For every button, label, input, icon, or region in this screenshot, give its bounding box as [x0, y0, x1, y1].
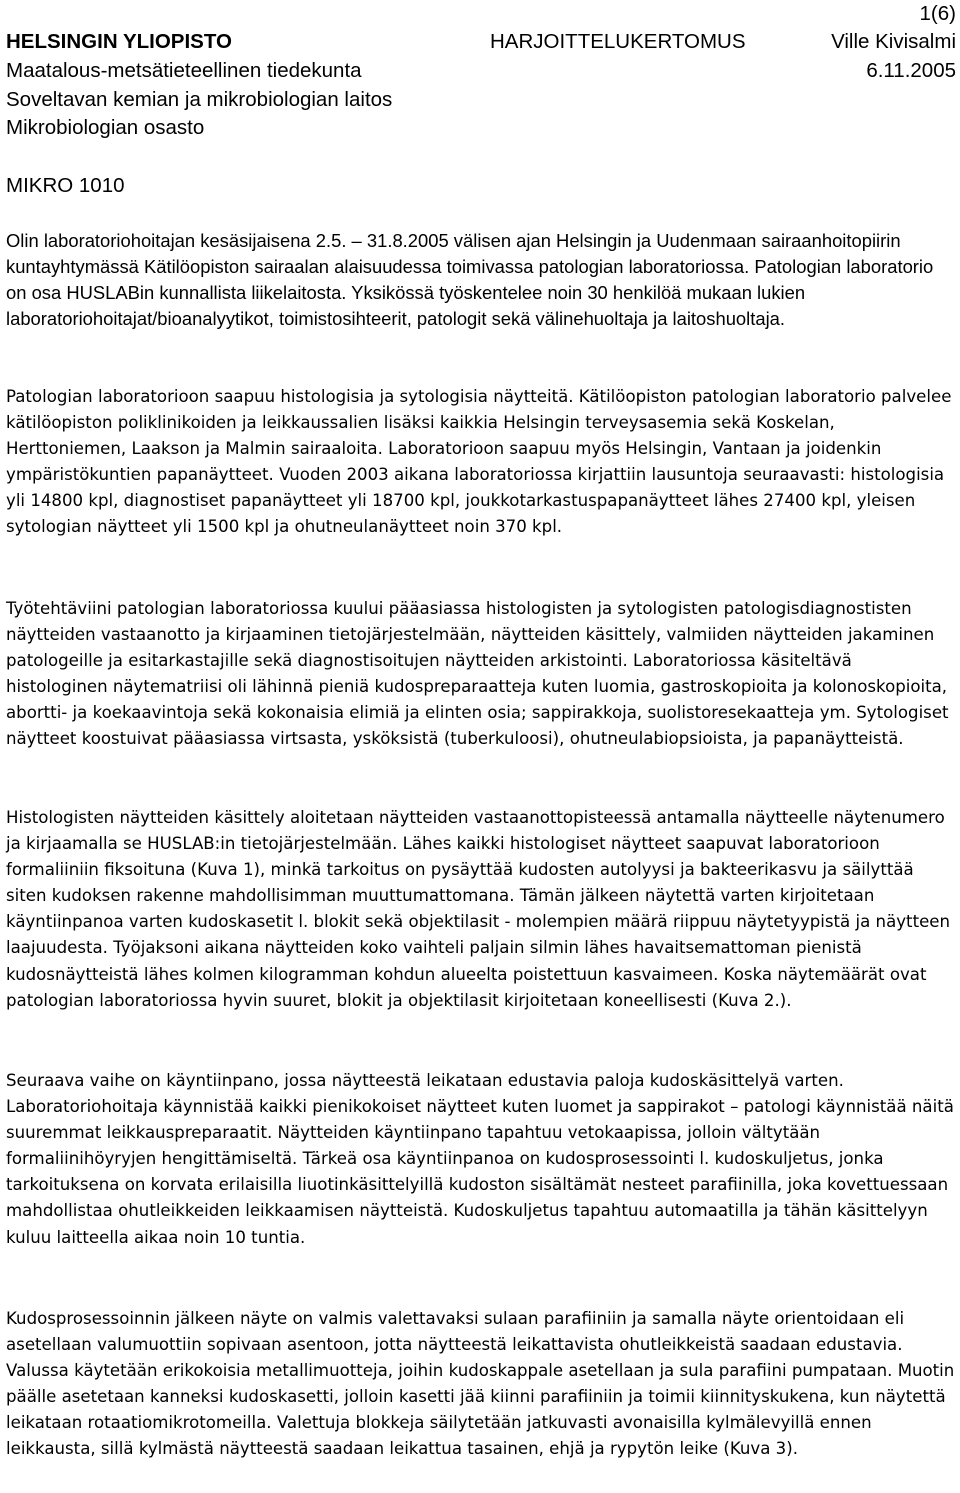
course-code: MIKRO 1010	[6, 174, 125, 197]
paragraph-1: Olin laboratoriohoitajan kesäsijaisena 2.5. – 31.8.2005 välisen ajan Helsingin ja Uudenmaan sairaanhoitopiirin kuntayhtymässä Kätilöopiston sairaalan alaisuudessa toimivassa patologian laboratoriossa. Patologian laboratorio on osa HUSLABin kunnallista liikelaitosta. Yksikössä työskentelee noin 30 henkilöä mukaan lukien laboratoriohoitajat/bioanalyytikot, toimistosihteerit, patologit sekä välinehuoltaja ja laitoshuoltaja.	[6, 230, 934, 330]
university-name: HELSINGIN YLIOPISTO	[6, 30, 232, 53]
department-name: Soveltavan kemian ja mikrobiologian laitos	[6, 88, 393, 111]
report-type: HARJOITTELUKERTOMUS	[490, 30, 746, 53]
division-name: Mikrobiologian osasto	[6, 116, 205, 139]
author-name: Ville Kivisalmi	[831, 30, 956, 53]
paragraph-4: Histologisten näytteiden käsittely aloitetaan näytteiden vastaanottopisteessä antamalla näytteelle näytenumero ja kirjaamalla se HUSLAB:in tietojärjestelmään. Lähes kaikki histologiset näytteet saapuvat laboratorioon formaliiniin fiksoituna (Kuva 1), minkä tarkoitus on pysäyttää kudosten autolyysi ja bakteerikasvu ja säilyttää siten kudoksen rakenne mahdollisimman muuttumattomana. Tämän jälkeen näytettä varten kirjoitetaan käyntiinpanoa varten kudoskasetit l. blokit sekä objektilasit - molempien määrä riippuu näytetyypistä ja näytteen laajuudesta. Työjaksoni aikana näytteiden koko vaihteli paljain silmin lähes havaitsemattoman pienistä kudosnäytteistä lähes kolmen kilogramman kohdun alueelta poistettuun kasvaimeen. Koska näytemäärät ovat patologian laboratoriossa hyvin suuret, blokit ja objektilasit kirjoitetaan koneellisesti (Kuva 2.).	[6, 808, 951, 1010]
faculty-name: Maatalous-metsätieteellinen tiedekunta	[6, 59, 362, 82]
paragraph-2: Patologian laboratorioon saapuu histologisia ja sytologisia näytteitä. Kätilöopiston patologian laboratorio palvelee kätilöopiston poliklinikoiden ja leikkaussalien lisäksi kaikkia Helsingin terveysasemia sekä Koskelan, Herttoniemen, Laakson ja Malmin sairaaloita. Laboratorioon saapuu myös Helsingin, Vantaan ja joidenkin ympäristökuntien papanäytteet. Vuoden 2003 aikana laboratoriossa kirjattiin lausuntoja seuraavasti: histologisia yli 14800 kpl, diagnostiset papanäytteet yli 18700 kpl, joukkotarkastuspapanäytteet lähes 27400 kpl, yleisen sytologian näytteet yli 1500 kpl ja ohutneulanäytteet noin 370 kpl.	[6, 387, 952, 537]
paragraph-3: Työtehtäviini patologian laboratoriossa kuului pääasiassa histologisten ja sytologisten patologisdiagnostisten näytteiden vastaanotto ja kirjaaminen tietojärjestelmään, näytteiden käsittely, valmiiden näytteiden jakaminen patologeille ja esitarkastajille sekä diagnostisoitujen näytteiden arkistointi. Laboratoriossa käsiteltävä histologinen näytematriisi oli lähinnä pieniä kudospreparaatteja kuten luomia, gastroskopioita ja kolonoskopioita, abortti- ja koekaavintoja sekä kokonaisia elimiä ja elinten osia; sappirakkoja, suolistoresekaatteja ym. Sytologiset näytteet koostuivat pääasiassa virtsasta, ysköksistä (tuberkuloosi), ohutneulabiopsioista, ja papanäytteistä.	[6, 599, 949, 749]
page-number: 1(6)	[919, 2, 956, 25]
paragraph-5: Seuraava vaihe on käyntiinpano, jossa näytteestä leikataan edustavia paloja kudoskäsittelyä varten. Laboratoriohoitaja käynnistää kaikki pienikokoiset näytteet kuten luomet ja sappirakot – patologi käynnistää näitä suuremmat leikkauspreparaatit. Näytteiden käyntiinpano tapahtuu vetokaapissa, jolloin vältytään formaliinihöyryjen hengittämiseltä. Tärkeä osa käyntiinpanoa on kudosprosessointi l. kudoskuljetus, jonka tarkoituksena on korvata erilaisilla liuotinkäsittelyillä kudoston sisältämät nesteet parafiinilla, joka kovettuessaan mahdollistaa ohutleikkeiden leikkaamisen näytteistä. Kudoskuljetus tapahtuu automaatilla ja tähän käsittelyyn kuluu laitteella aikaa noin 10 tuntia.	[6, 1071, 954, 1247]
report-date: 6.11.2005	[866, 59, 956, 82]
paragraph-6: Kudosprosessoinnin jälkeen näyte on valmis valettavaksi sulaan parafiiniin ja samalla näyte orientoidaan eli asetellaan valumuottiin sopivaan asentoon, jotta näytteestä leikattavista ohutleikkeistä saadaan edustavia. Valussa käytetään erikokoisia metallimuotteja, joihin kudoskappale asetellaan ja sula parafiini pumpataan. Muotin päälle asetetaan kanneksi kudoskasetti, jolloin kasetti jää kiinni parafiiniin ja toimii kiinnityskukena, kun näytettä leikataan rotaatiomikrotomeilla. Valettuja blokkeja säilytetään jatkuvasti avonaisilla kylmälevyillä ennen leikkausta, sillä kylmästä näytteestä saadaan leikattua tasainen, ehjä ja rypytön leike (Kuva 3).	[6, 1309, 955, 1459]
